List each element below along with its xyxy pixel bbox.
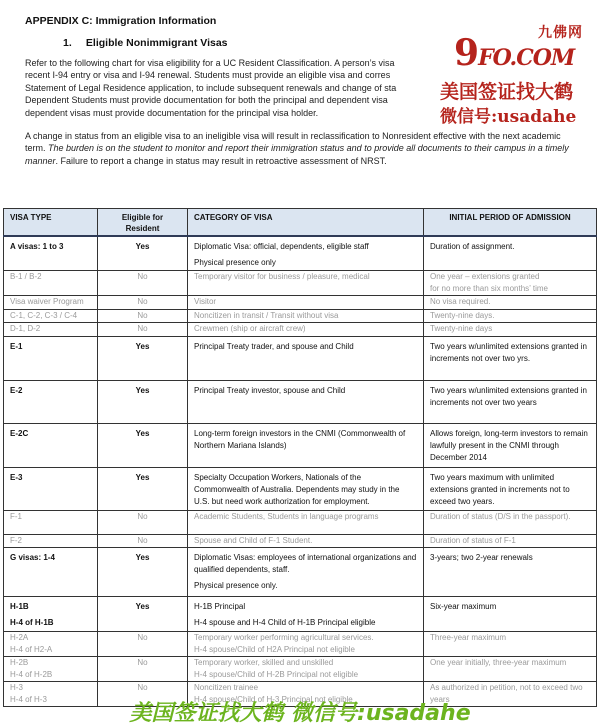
cell-period: Duration of status (D/S in the passport). bbox=[424, 510, 597, 534]
cell-eligible: No bbox=[98, 323, 188, 337]
cell-eligible: No bbox=[98, 271, 188, 296]
cell-visa-type: C-1, C-2, C-3 / C-4 bbox=[4, 309, 98, 323]
watermark-brand-cn: 九佛网 bbox=[538, 25, 583, 41]
cell-visa-type: H-1B H-4 of H-1B bbox=[4, 597, 98, 632]
cell-visa-type: G visas: 1-4 bbox=[4, 548, 98, 597]
section-title bbox=[63, 37, 228, 49]
cell-eligible: No bbox=[98, 510, 188, 534]
cell-category: Academic Students, Students in language programs bbox=[188, 510, 424, 534]
cell-category: Principal Treaty investor, spouse and Child bbox=[188, 380, 424, 423]
cell-eligible: No bbox=[98, 657, 188, 682]
watermark-line2: 微信号:usadahe bbox=[440, 107, 577, 127]
cell-visa-type: Visa waiver Program bbox=[4, 296, 98, 310]
cell-visa-type: E-2C bbox=[4, 423, 98, 467]
cell-eligible: Yes bbox=[98, 548, 188, 597]
intro-line: Dependent Students must provide documentation for both the principal and dependent visa bbox=[25, 95, 388, 106]
cell-period: Six-year maximum bbox=[424, 597, 597, 632]
section-number: 1. bbox=[63, 37, 72, 49]
table-header-row bbox=[4, 209, 597, 237]
watermark-brand-nine: 9 bbox=[454, 32, 479, 74]
table-row bbox=[4, 309, 597, 323]
cell-category: Visitor bbox=[188, 296, 424, 310]
table-row bbox=[4, 548, 597, 597]
header-category: CATEGORY OF VISA bbox=[188, 209, 424, 237]
table-row bbox=[4, 510, 597, 534]
cell-visa-type: E-3 bbox=[4, 467, 98, 510]
cell-visa-type: F-2 bbox=[4, 534, 98, 548]
status-change-text-end: . Failure to report a change in status may result in retroactive assessment of NRST. bbox=[55, 155, 387, 166]
table-row bbox=[4, 323, 597, 337]
cell-period: Duration of assignment. bbox=[424, 236, 597, 271]
cell-eligible: Yes bbox=[98, 597, 188, 632]
header-visa-type: VISA TYPE bbox=[4, 209, 98, 237]
table-row bbox=[4, 423, 597, 467]
cell-visa-type: E-1 bbox=[4, 336, 98, 380]
cell-category: Diplomatic Visa: official, dependents, eligible staff Physical presence only bbox=[188, 236, 424, 271]
cell-period: One year – extensions granted for no more than six months’ time bbox=[424, 271, 597, 296]
cell-eligible: No bbox=[98, 534, 188, 548]
cell-visa-type: H-2B H-4 of H-2B bbox=[4, 657, 98, 682]
cell-visa-type: H-2A H-4 of H2-A bbox=[4, 632, 98, 657]
cell-category: Principal Treaty trader, and spouse and Child bbox=[188, 336, 424, 380]
status-change-emphasis: The burden is on the student to monitor and report their immigration status and to provide all documents to their campus in a timely manner bbox=[25, 143, 569, 166]
cell-category: Noncitizen in transit / Transit without visa bbox=[188, 309, 424, 323]
cell-category: Crewmen (ship or aircraft crew) bbox=[188, 323, 424, 337]
table-row bbox=[4, 236, 597, 271]
table-row bbox=[4, 467, 597, 510]
cell-eligible: Yes bbox=[98, 467, 188, 510]
cell-visa-type: B-1 / B-2 bbox=[4, 271, 98, 296]
intro-line: recent I-94 entry or visa and I-94 renewal. Students must provide an eligible visa and corres bbox=[25, 70, 391, 81]
cell-visa-type: H-3 H-4 of H-3 bbox=[4, 682, 98, 707]
cell-eligible: Yes bbox=[98, 336, 188, 380]
cell-visa-type: F-1 bbox=[4, 510, 98, 534]
cell-category: Diplomatic Visas: employees of international organizations and qualified dependents, staff. Physical presence only. bbox=[188, 548, 424, 597]
appendix-title: APPENDIX C: Immigration Information bbox=[25, 15, 217, 27]
cell-period: Two years w/unlimited extensions granted in increments not over two yrs. bbox=[424, 336, 597, 380]
cell-period: Duration of status of F-1 bbox=[424, 534, 597, 548]
intro-line: dependent visas must provide documentation for the principal visa holder. bbox=[25, 107, 319, 118]
cell-category: Specialty Occupation Workers, Nationals of the Commonwealth of Australia. Dependents may study in the U.S. but need work authorization for employment. bbox=[188, 467, 424, 510]
header-eligible: Eligible for Resident bbox=[98, 209, 188, 237]
table-row bbox=[4, 296, 597, 310]
status-change-text: A change in status from an eligible visa to an ineligible visa will result in reclassification to Nonresident effective with the next academic term. bbox=[25, 131, 561, 154]
cell-eligible: No bbox=[98, 682, 188, 707]
table-row bbox=[4, 632, 597, 657]
cell-visa-type: A visas: 1 to 3 bbox=[4, 236, 98, 271]
header-period: INITIAL PERIOD OF ADMISSION bbox=[424, 209, 597, 237]
cell-period: Two years w/unlimited extensions granted in increments not over two years bbox=[424, 380, 597, 423]
cell-eligible: Yes bbox=[98, 380, 188, 423]
cell-eligible: No bbox=[98, 309, 188, 323]
cell-category: Noncitizen trainee H-4 spouse/Child of H-3 Principal not eligible bbox=[188, 682, 424, 707]
cell-category: H-1B Principal H-4 spouse and H-4 Child of H-1B Principal eligible bbox=[188, 597, 424, 632]
cell-eligible: No bbox=[98, 296, 188, 310]
status-change-paragraph bbox=[25, 130, 580, 167]
watermark-line1: 美国签证找大鹤 bbox=[440, 81, 574, 103]
intro-line: Refer to the following chart for visa eligibility for a UC Resident Classification. A person’s visa bbox=[25, 58, 395, 68]
cell-category: Temporary visitor for business / pleasure, medical bbox=[188, 271, 424, 296]
visa-eligibility-table bbox=[3, 208, 597, 707]
cell-period: Twenty-nine days bbox=[424, 323, 597, 337]
table-row bbox=[4, 657, 597, 682]
cell-eligible: Yes bbox=[98, 236, 188, 271]
table-row bbox=[4, 597, 597, 632]
watermark-bottom: 美国签证找大鹤 微信号:usadahe bbox=[129, 701, 471, 726]
cell-period: Allows foreign, long-term investors to remain lawfully present in the CNMI through December 2014 bbox=[424, 423, 597, 467]
cell-period: Twenty-nine days. bbox=[424, 309, 597, 323]
intro-line: Statement of Legal Residence application, to include subsequent renewals and change of sta bbox=[25, 82, 397, 93]
cell-eligible: No bbox=[98, 632, 188, 657]
watermark-brand bbox=[454, 32, 574, 74]
cell-category: Temporary worker performing agricultural services. H-4 spouse/Child of H2A Principal not eligible bbox=[188, 632, 424, 657]
watermark-brand-domain: FO.COM bbox=[478, 45, 575, 71]
cell-category: Temporary worker, skilled and unskilled H-4 spouse/Child of H-2B Principal not eligible bbox=[188, 657, 424, 682]
cell-category: Spouse and Child of F-1 Student. bbox=[188, 534, 424, 548]
intro-paragraph bbox=[25, 57, 455, 119]
cell-visa-type: E-2 bbox=[4, 380, 98, 423]
cell-period: Two years maximum with unlimited extensions granted in increments not to exceed two years. bbox=[424, 467, 597, 510]
section-title-text: Eligible Nonimmigrant Visas bbox=[85, 37, 228, 49]
cell-period: No visa required. bbox=[424, 296, 597, 310]
cell-period: As authorized in petition, not to exceed two years bbox=[424, 682, 597, 707]
table-row bbox=[4, 534, 597, 548]
cell-period: Three-year maximum bbox=[424, 632, 597, 657]
table-row bbox=[4, 271, 597, 296]
table-row bbox=[4, 380, 597, 423]
table-row bbox=[4, 336, 597, 380]
cell-period: One year initially, three-year maximum bbox=[424, 657, 597, 682]
cell-visa-type: D-1, D-2 bbox=[4, 323, 98, 337]
cell-period: 3-years; two 2-year renewals bbox=[424, 548, 597, 597]
cell-eligible: Yes bbox=[98, 423, 188, 467]
cell-category: Long-term foreign investors in the CNMI (Commonwealth of Northern Mariana Islands) bbox=[188, 423, 424, 467]
